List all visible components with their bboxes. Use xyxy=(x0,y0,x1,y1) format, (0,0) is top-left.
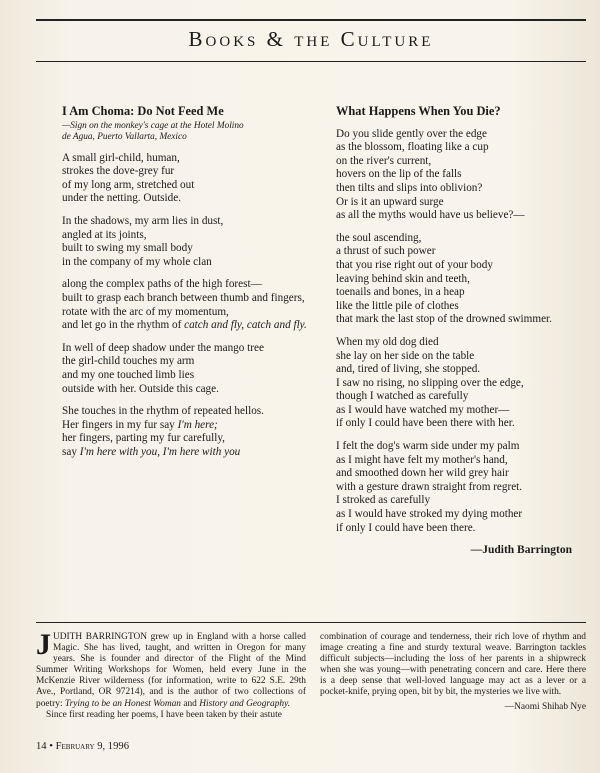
poem-line xyxy=(62,446,324,460)
poem-line: of my long arm, stretched out xyxy=(62,178,195,191)
poem-line: and, tired of living, she stopped. xyxy=(336,363,481,376)
poem-line xyxy=(62,419,324,433)
line-italic: I'm here; xyxy=(177,418,218,431)
poem-line: and my one touched limb lies xyxy=(62,368,195,381)
bio-attribution: —Naomi Shihab Nye xyxy=(504,701,586,712)
epigraph-line: —Sign on the monkey's cage at the Hotel Molino xyxy=(62,120,244,131)
poem-line: like the little pile of clothes xyxy=(336,299,459,312)
stanza xyxy=(62,405,324,459)
page-folio xyxy=(36,741,129,752)
poem-line: built to grasp each branch between thumb and fingers, xyxy=(62,291,305,304)
bio-paragraph: combination of courage and tenderness, their rich love of rhythm and image creating a fine and sturdy textural weave. Barrington tackles difficult subjects—including the loss of her parents in a shipwreck when she was young—with penetrating concern and care. Here there is a deep sense that well-loved language may act as a lever or a pocket-knife, prying open, bit by bit, the mysteries we live with. xyxy=(320,632,586,698)
poem-line: the girl-child touches my arm xyxy=(62,355,195,368)
poem-line: a thrust of such power xyxy=(336,245,436,258)
stanza xyxy=(62,215,324,269)
poem-line: on the river's current, xyxy=(336,154,432,167)
poem-line: outside with her. Outside this cage. xyxy=(62,382,219,395)
line-italic: catch and fly, catch and fly. xyxy=(184,319,307,332)
poem-line: along the complex paths of the high forest— xyxy=(62,278,262,291)
poem-line: as the blossom, floating like a cup xyxy=(336,141,489,154)
poem-line: When my old dog died xyxy=(336,335,439,348)
bio-paragraph xyxy=(36,628,306,710)
poem-line: her fingers, parting my fur carefully, xyxy=(62,432,225,445)
poem-line: leaving behind skin and teeth, xyxy=(336,272,470,285)
bio-paragraph: Since first reading her poems, I have been taken by their astute xyxy=(46,709,282,720)
poem-line: that mark the last stop of the drowned swimmer. xyxy=(336,313,552,326)
poem-line: toenails and bones, in a heap xyxy=(336,286,465,299)
poem-line: as I would have watched my mother— xyxy=(336,403,510,416)
left-poem xyxy=(62,105,324,468)
poem-line: though I watched as carefully xyxy=(336,390,469,403)
poem-line: she lay on her side on the table xyxy=(336,349,475,362)
poem-line xyxy=(62,319,324,333)
poem-line: I stroked as carefully xyxy=(336,494,431,507)
poem-line: strokes the dove-grey fur xyxy=(62,165,175,178)
poem-line: as all the myths would have us believe?— xyxy=(336,209,525,222)
poem-line: rotate with the arc of my momentum, xyxy=(62,305,229,318)
poem-line: then tilts and slips into oblivion? xyxy=(336,181,483,194)
bio-right-column xyxy=(320,632,586,713)
section-header: Books & the Culture xyxy=(188,27,434,51)
poem-line: the soul ascending, xyxy=(336,231,422,244)
poem-line: I saw no rising, no slipping over the edge, xyxy=(336,376,524,389)
header-bottom-rule xyxy=(36,61,586,62)
book-title: Trying to be an Honest Woman xyxy=(64,698,181,709)
poem-line: A small girl-child, human, xyxy=(62,151,180,164)
poem-line: and smoothed down her wild grey hair xyxy=(336,467,509,480)
book-title: History and Geography. xyxy=(199,698,291,709)
header-top-rule xyxy=(36,19,586,21)
poet-signature: —Judith Barrington xyxy=(470,544,572,557)
poem-line: angled at its joints, xyxy=(62,228,147,241)
bio-text: UDITH BARRINGTON grew up in England with a horse called Magic. She has lived, taught, and written in Oregon for many years. She is founder and director of the Flight of the Mind Summer Writing Workshops for Women, held every June in the McKenzie River wilderness (for information, write to 622 S.E. 29th Ave., Portland, OR 97214), and is the author of two collections of poetry: xyxy=(36,632,306,709)
poem-line: with a gesture drawn straight from regret. xyxy=(336,480,523,493)
poem-line: in the company of my whole clan xyxy=(62,255,212,268)
right-poem xyxy=(336,105,586,558)
poem-line: under the netting. Outside. xyxy=(62,192,181,205)
bio-divider xyxy=(36,622,586,623)
page-number: 14 • xyxy=(36,741,56,752)
poem-line: In well of deep shadow under the mango tree xyxy=(62,341,264,354)
poem-line: as I might have felt my mother's hand, xyxy=(336,453,508,466)
bio-left-column xyxy=(36,628,306,721)
poem-line: built to swing my small body xyxy=(62,242,193,255)
stanza xyxy=(62,278,324,332)
issue-date: February 9, 1996 xyxy=(55,741,129,752)
right-poem-title: What Happens When You Die? xyxy=(336,104,501,118)
stanza xyxy=(336,440,586,535)
poem-line: if only I could have been there. xyxy=(336,521,476,534)
drop-cap: J xyxy=(36,628,51,661)
poem-line: hovers on the lip of the falls xyxy=(336,168,462,181)
stanza xyxy=(336,128,586,223)
line-text: and let go in the rhythm of xyxy=(62,319,185,332)
epigraph-line: de Agua, Puerto Vallarta, Mexico xyxy=(62,131,187,142)
poem-line: I felt the dog's warm side under my palm xyxy=(336,440,520,453)
poem-line: Or is it an upward surge xyxy=(336,195,444,208)
poem-line: if only I could have been there with her. xyxy=(336,417,515,430)
line-italic: I'm here with you, I'm here with you xyxy=(79,445,241,458)
poem-line: that you rise right out of your body xyxy=(336,258,493,271)
poem-line: She touches in the rhythm of repeated hellos. xyxy=(62,405,264,418)
poem-line: Do you slide gently over the edge xyxy=(336,127,487,140)
poem-line: In the shadows, my arm lies in dust, xyxy=(62,214,224,227)
stanza xyxy=(62,152,324,206)
stanza xyxy=(336,336,586,431)
stanza xyxy=(336,232,586,327)
left-poem-title: I Am Choma: Do Not Feed Me xyxy=(62,104,224,118)
line-text: Her fingers in my fur say xyxy=(62,418,178,431)
poem-line: as I would have stroked my dying mother xyxy=(336,508,523,521)
bio-text: and xyxy=(180,698,200,709)
left-poem-epigraph xyxy=(62,121,324,143)
line-text: say xyxy=(62,445,80,458)
stanza xyxy=(62,342,324,396)
